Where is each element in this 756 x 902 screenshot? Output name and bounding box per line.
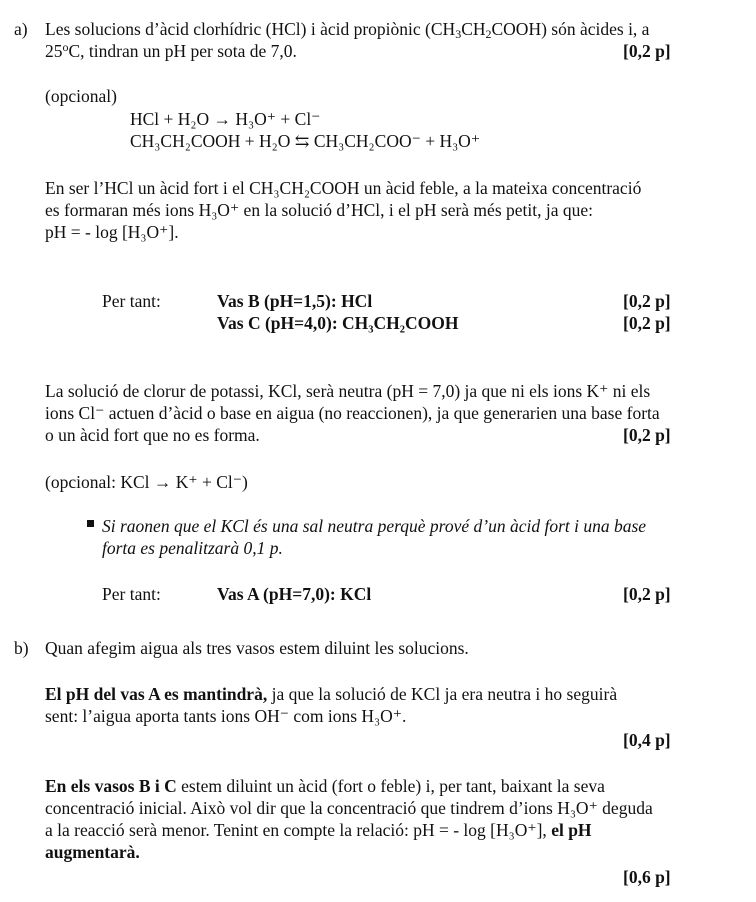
vasos-bc-line1: En els vasos B i C estem diluint un àcid (fort o feble) i, per tant, baixant la seva <box>45 776 605 796</box>
vas-a-explanation-line2: sent: l’aigua aporta tants ions OH⁻ com ions H₃O⁺. <box>45 706 407 726</box>
strong-weak-line2: es formaran més ions H₃O⁺ en la solució d’HCl, i el pH serà més petit, ja que: <box>45 200 593 220</box>
part-a-intro-line2: 25$^o$C, tindran un pH per sota de 7,0. <box>45 40 297 61</box>
strong-weak-line3: pH = - log [H₃O⁺]. <box>45 222 179 242</box>
optional-label: (opcional) <box>45 86 117 106</box>
penalty-note-line2: forta es penalitzarà 0,1 p. <box>102 538 283 558</box>
part-a-intro-line1: Les solucions d’àcid clorhídric (HCl) i àcid propiònic $(CH_3CH_2COOH)$ són àcides i, a <box>45 19 650 41</box>
score-vas-b: [0,2 p] <box>623 291 671 311</box>
score-intro: [0,2 p] <box>623 41 671 61</box>
score-vas-a: [0,2 p] <box>623 584 671 604</box>
vas-b-answer: Vas B (pH=1,5): HCl <box>217 291 373 311</box>
part-b-intro: Quan afegim aigua als tres vasos estem diluint les solucions. <box>45 638 469 658</box>
kcl-line2: ions Cl⁻ actuen d’àcid o base en aigua (no reaccionen), ja que generarien una base forta <box>45 403 660 423</box>
bullet-icon <box>87 520 94 527</box>
vasos-bc-line3: a la reacció serà menor. Tenint en compte la relació: pH = - log [H₃O⁺], el pH <box>45 820 592 840</box>
part-b-label: b) <box>14 638 29 658</box>
vasos-bc-line4: augmentarà. <box>45 842 140 862</box>
score-b-vasos-bc: [0,6 p] <box>623 867 671 887</box>
vas-a-explanation-line1: El pH del vas A es mantindrà, ja que la solució de KCl ja era neutra i ho seguirà <box>45 684 618 704</box>
part-a-label: a) <box>14 19 28 39</box>
score-vas-c: [0,2 p] <box>623 313 671 333</box>
strong-weak-line1: En ser l’HCl un àcid fort i el CH₃CH₂COOH un àcid feble, a la mateixa concentració <box>45 178 642 198</box>
vas-a-answer: Vas A (pH=7,0): KCl <box>217 584 372 604</box>
vas-c-answer: Vas C (pH=4,0): CH₃CH₂COOH <box>217 313 459 333</box>
penalty-note-line1: Si raonen que el KCl és una sal neutra perquè prové d’un àcid fort i una base <box>102 516 647 536</box>
per-tant-label: Per tant: <box>102 291 161 311</box>
equation-propionic: CH₃CH₂COOH + H₂O ⇆ CH₃CH₂COO⁻ + H₃O⁺ <box>130 131 481 151</box>
kcl-line3: o un àcid fort que no es forma. <box>45 425 260 445</box>
vasos-bc-line2: concentració inicial. Això vol dir que la concentració que tindrem d’ions H₃O⁺ deguda <box>45 798 653 818</box>
score-kcl: [0,2 p] <box>623 425 671 445</box>
equation-hcl: HCl + H₂O → H₃O⁺ + Cl⁻ <box>130 109 321 129</box>
optional-kcl-equation: (opcional: KCl → K⁺ + Cl⁻) <box>45 472 248 492</box>
score-b-vas-a: [0,4 p] <box>623 730 671 750</box>
kcl-line1: La solució de clorur de potassi, KCl, serà neutra (pH = 7,0) ja que ni els ions K⁺ ni els <box>45 381 651 401</box>
per-tant-label-2: Per tant: <box>102 584 161 604</box>
